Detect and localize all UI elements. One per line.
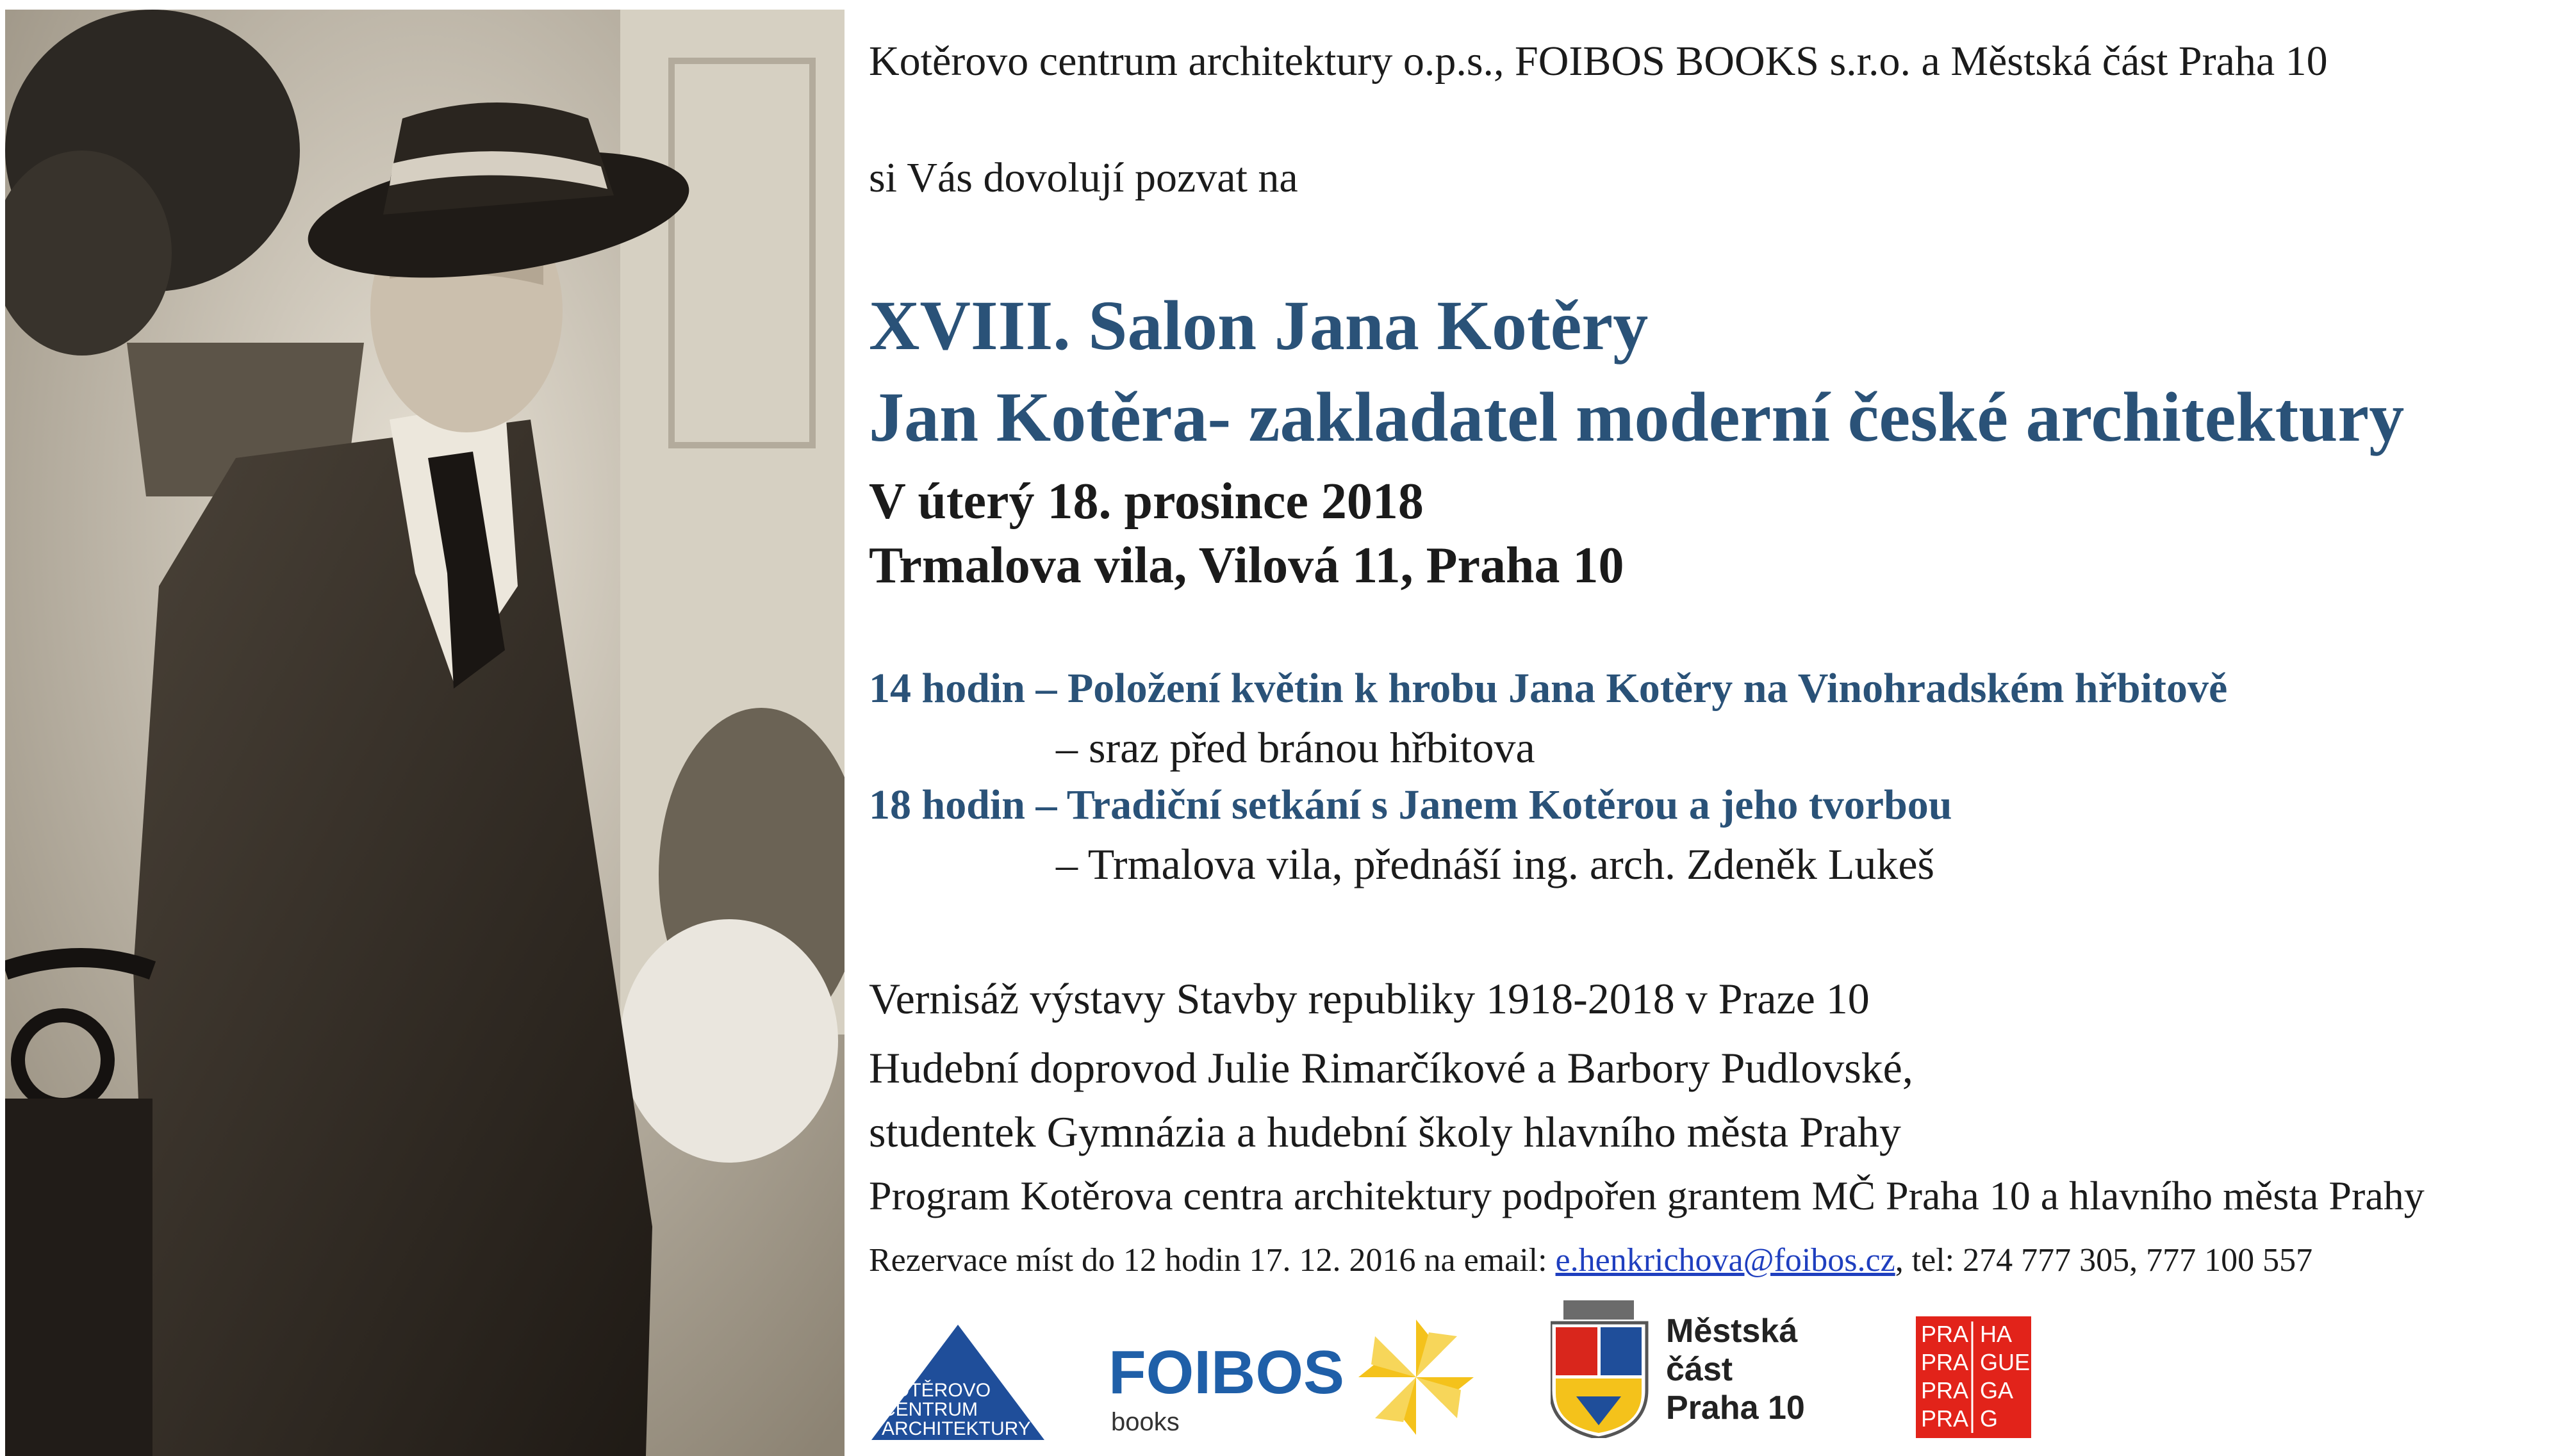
event-date: V úterý 18. prosince 2018 (869, 473, 1424, 530)
prague-r4a: PRA (1921, 1405, 1969, 1432)
praha10-coat-of-arms-icon (1551, 1300, 1647, 1438)
koterovo-logo-line3: ARCHITEKTURY (882, 1418, 1031, 1439)
koterovo-logo-line2: CENTRUM (882, 1399, 978, 1420)
program-item-2-head: 18 hodin – Tradiční setkání s Janem Kotěrou a jeho tvorbou (869, 781, 1952, 828)
program-item-2-detail: – Trmalova vila, přednáší ing. arch. Zdeněk Lukeš (1056, 840, 1935, 888)
prague-r3a: PRA (1921, 1377, 1969, 1403)
prague-r2a: PRA (1921, 1349, 1969, 1375)
mestska-line2: část (1666, 1351, 1733, 1388)
reservation-line (869, 1241, 2312, 1279)
info-vernisaz: Vernisáž výstavy Stavby republiky 1918-2018 v Praze 10 (869, 974, 1870, 1023)
foibos-books-label: books (1111, 1408, 1180, 1436)
koterovo-logo (871, 1325, 1044, 1440)
koterovo-logo-line1: KOTĚROVO (882, 1380, 991, 1401)
info-grant: Program Kotěrova centra architektury podpořen grantem MČ Praha 10 a hlavního města Prahy (869, 1173, 2425, 1218)
reservation-text: Rezervace míst do 12 hodin 17. 12. 2016 na email: (869, 1242, 1556, 1279)
program-item-1-detail: – sraz před bránou hřbitova (1056, 723, 1535, 772)
prague-r1b: HA (1980, 1321, 2013, 1347)
foibos-wordmark: FOIBOS (1108, 1338, 1345, 1407)
foibos-logo (1108, 1316, 1480, 1438)
mestska-line3: Praha 10 (1666, 1389, 1805, 1427)
portrait-photo (5, 10, 845, 1456)
event-subtitle: Jan Kotěra- zakladatel moderní české architektury (869, 378, 2405, 456)
email-link[interactable]: e.henkrichova@foibos.cz (1555, 1242, 1895, 1279)
prague-r3b: GA (1980, 1377, 2014, 1403)
prague-r1a: PRA (1921, 1321, 1969, 1347)
info-music: Hudební doprovod Julie Rimarčíkové a Barbory Pudlovské, (869, 1043, 1913, 1092)
event-venue: Trmalova vila, Vilová 11, Praha 10 (869, 537, 1624, 594)
invite-line: si Vás dovolují pozvat na (869, 154, 1298, 201)
phone-text: , tel: 274 777 305, 777 100 557 (1895, 1242, 2313, 1279)
info-students: studentek Gymnázia a hudební školy hlavního města Prahy (869, 1108, 1901, 1156)
prague-r2b: GUE (1980, 1349, 2031, 1375)
organizers-line: Kotěrovo centrum architektury o.p.s., FOIBOS BOOKS s.r.o. a Městská část Praha 10 (869, 38, 2328, 85)
event-title: XVIII. Salon Jana Kotěry (869, 286, 1649, 364)
program-item-1-head: 14 hodin – Položení květin k hrobu Jana Kotěry na Vinohradském hřbitově (869, 665, 2228, 712)
mestska-line1: Městská (1666, 1313, 1798, 1350)
mestska-cast-logo (1551, 1300, 1820, 1438)
prague-logo (1916, 1316, 2031, 1438)
prague-r4b: G (1980, 1405, 1998, 1432)
foibos-pinwheel-icon (1358, 1320, 1474, 1435)
